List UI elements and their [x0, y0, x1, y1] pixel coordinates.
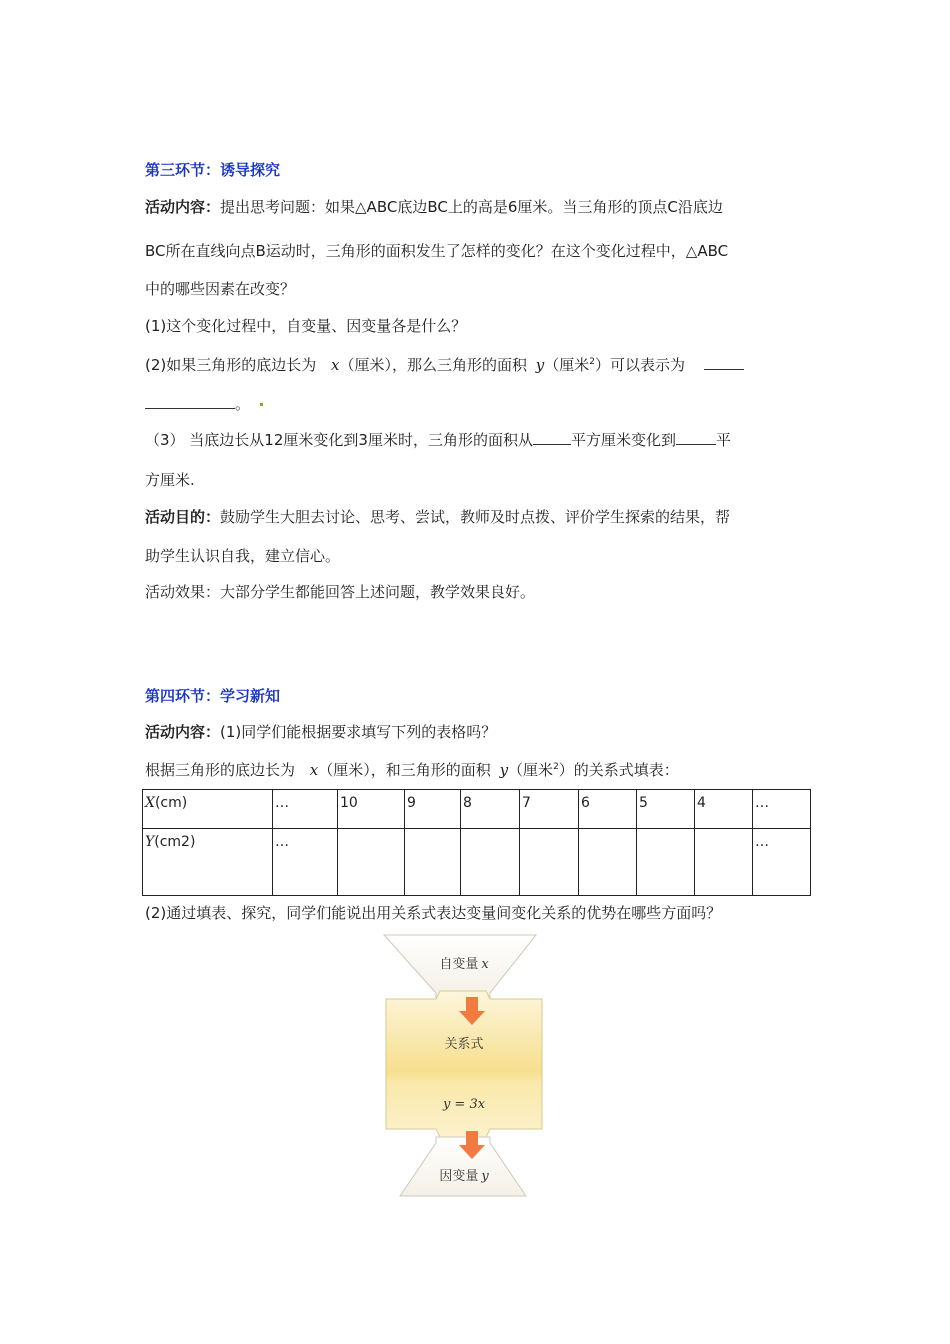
section3-content-label: 活动内容：: [145, 198, 221, 216]
section4-instruction: [145, 757, 679, 780]
q3-text-b: 平方厘米变化到: [570, 431, 676, 449]
table-cell: 10: [338, 790, 405, 829]
q2-text-d: ）可以表示为: [595, 356, 686, 374]
table-row-x: [143, 790, 811, 829]
instr-text-c: （厘米: [508, 761, 554, 779]
instr-sup: 2: [553, 762, 559, 772]
table-row-x-label: [143, 790, 273, 829]
answer-blank-q2-part1[interactable]: [704, 355, 744, 370]
q2-var-x: x: [331, 356, 340, 374]
table-cell: …: [753, 790, 811, 829]
table-cell: 5: [637, 790, 695, 829]
q2-var-y: y: [535, 356, 545, 374]
section4-content: [145, 722, 496, 742]
instr-var-y: y: [499, 761, 509, 779]
section3-question2: [145, 352, 744, 375]
middle-label: 关系式: [444, 1037, 484, 1052]
x-var: X: [145, 795, 155, 811]
input-label: 自变量 x: [439, 957, 489, 972]
value-table: [142, 789, 811, 896]
table-input-cell[interactable]: [579, 829, 637, 896]
section3-question3-cont: 方厘米.: [145, 471, 195, 489]
section3-purpose-label: 活动目的：: [145, 508, 221, 526]
section4-heading: 第四环节：学习新知: [145, 687, 281, 705]
instr-text-d: ）的关系式填表：: [558, 761, 679, 779]
table-input-cell[interactable]: [405, 829, 461, 896]
q3-text-a: （3） 当底边长从12厘米变化到3厘米时，三角形的面积从: [145, 431, 533, 449]
instr-text-b: （厘米），和三角形的面积: [318, 761, 491, 779]
q3-text-c: 平: [715, 431, 731, 449]
output-label: 因变量 y: [439, 1169, 489, 1184]
y-unit: (cm2): [154, 834, 196, 850]
table-cell: 8: [461, 790, 520, 829]
section3-heading: 第三环节：诱导探究: [145, 161, 281, 179]
table-row-y-label: [143, 829, 273, 896]
table-cell: …: [273, 829, 338, 896]
table-cell: …: [753, 829, 811, 896]
y-var: Y: [145, 834, 155, 850]
x-unit: (cm): [154, 795, 188, 811]
section3-purpose-line1: [145, 507, 730, 527]
section3-content-text1: 提出思考问题：如果△ABC底边BC上的高是6厘米。当三角形的顶点C沿底边: [220, 198, 723, 216]
table-cell: …: [273, 790, 338, 829]
section4-content-label: 活动内容：: [145, 723, 221, 741]
answer-blank-q2-part2[interactable]: [145, 394, 235, 409]
q2-sup: 2: [589, 357, 596, 367]
section3-content-line1: [145, 197, 723, 217]
section3-question2-cont: [145, 394, 263, 414]
table-input-cell[interactable]: [637, 829, 695, 896]
table-cell: 9: [405, 790, 461, 829]
table-cell: 7: [520, 790, 579, 829]
section3-content-line3: 中的哪些因素在改变？: [145, 280, 296, 298]
function-machine-svg: [380, 933, 548, 1198]
table-cell: 4: [695, 790, 753, 829]
table-input-cell[interactable]: [338, 829, 405, 896]
table-row-y: [143, 829, 811, 896]
instr-text-a: 根据三角形的底边长为: [145, 761, 296, 779]
q2-text-b: （厘米），那么三角形的面积: [339, 356, 528, 374]
section3-question3: [145, 430, 731, 450]
table-input-cell[interactable]: [461, 829, 520, 896]
section3-effect: 活动效果：大部分学生都能回答上述问题，教学效果良好。: [145, 583, 536, 601]
section3-content-line2: BC所在直线向点B运动时，三角形的面积发生了怎样的变化？在这个变化过程中，△ABC: [145, 242, 729, 260]
marker-dot: [260, 403, 263, 406]
table-cell: 6: [579, 790, 637, 829]
q2-text-c: （厘米: [544, 356, 590, 374]
answer-blank-q3-from[interactable]: [533, 430, 571, 445]
formula-label: y = 3x: [442, 1097, 486, 1112]
section3-purpose-line2: 助学生认识自我，建立信心。: [145, 547, 341, 565]
table-input-cell[interactable]: [695, 829, 753, 896]
section3-purpose-text1: 鼓励学生大胆去讨论、思考、尝试，教师及时点拨、评价学生探索的结果，帮: [220, 508, 731, 526]
q2-end: 。: [235, 395, 251, 413]
instr-var-x: x: [309, 761, 319, 779]
section4-content-text: (1)同学们能根据要求填写下列的表格吗？: [220, 723, 497, 741]
answer-blank-q3-to[interactable]: [676, 430, 716, 445]
section3-question1: (1)这个变化过程中，自变量、因变量各是什么？: [145, 317, 467, 335]
function-machine-diagram: [380, 933, 548, 1198]
section4-question2: (2)通过填表、探究，同学们能说出用关系式表达变量间变化关系的优势在哪些方面吗？: [145, 904, 722, 922]
table-input-cell[interactable]: [520, 829, 579, 896]
q2-text-a: (2)如果三角形的底边长为: [145, 356, 317, 374]
